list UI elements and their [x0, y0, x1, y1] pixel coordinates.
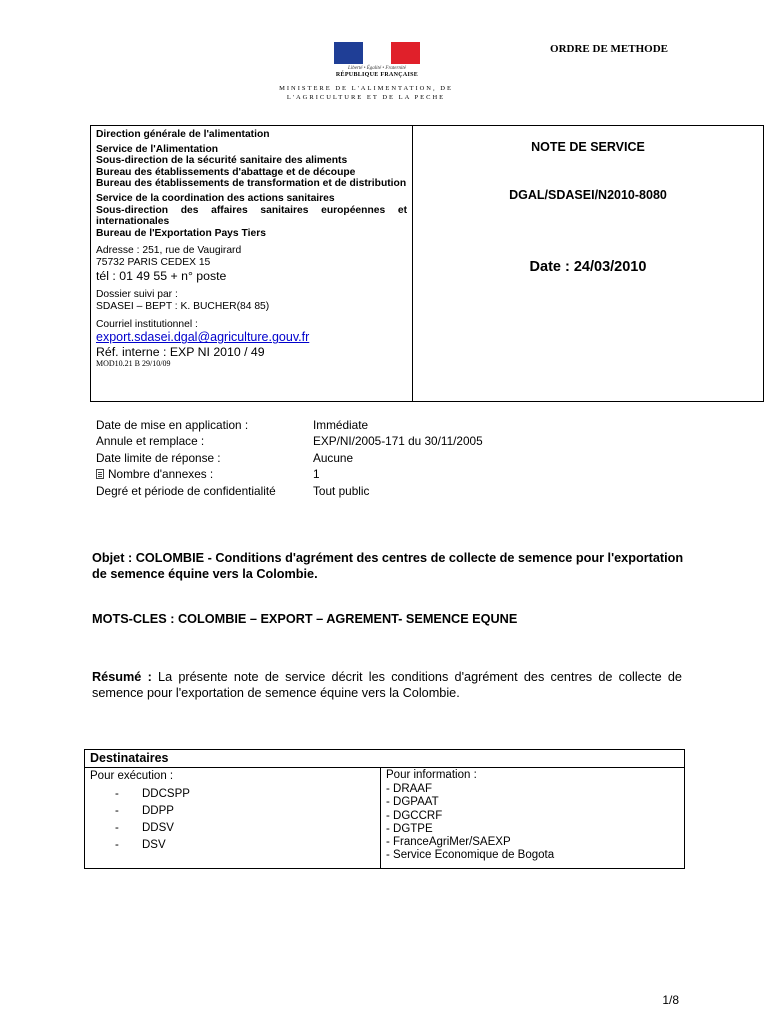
info-row [96, 466, 483, 482]
information-item: - DGPAAT [386, 796, 439, 809]
list-item: - DDSV [115, 820, 375, 837]
mod-reference: MOD10.21 B 29/10/09 [96, 359, 171, 369]
resume [92, 669, 682, 702]
info-label-annexes [96, 466, 313, 482]
info-label: Nombre d'annexes : [108, 467, 214, 482]
information-item: - Service Economique de Bogota [386, 849, 555, 862]
info-row [96, 433, 483, 449]
info-value: Immédiate [313, 418, 369, 432]
bureau-abattage: Bureau des établissements d'abattage et de découpe [96, 166, 356, 178]
courriel-link[interactable]: export.sdasei.dgal@agriculture.gouv.fr [96, 330, 310, 345]
dossier-label: Dossier suivi par : [96, 288, 178, 300]
ministry-line-1: MINISTERE DE L'ALIMENTATION, DE [279, 85, 453, 92]
objet: Objet : COLOMBIE - Conditions d'agrément des centres de collecte de semence pour l'exportation de semence équine vers la Colombie. [92, 551, 684, 581]
bureau-exportation: Bureau de l'Exportation Pays Tiers [96, 227, 266, 239]
telephone: tél : 01 49 55 + n° poste [96, 268, 227, 283]
execution-item: DSV [142, 839, 166, 851]
execution-item: DDPP [142, 805, 174, 817]
sender-block [91, 126, 413, 401]
mots-cles: MOTS-CLES : COLOMBIE – EXPORT – AGREMENT- SEMENCE EQUNE [92, 612, 518, 626]
note-date: Date : 24/03/2010 [529, 259, 647, 275]
address: Adresse : 251, rue de Vaugirard [96, 245, 242, 257]
postal-code: 75732 PARIS CEDEX 15 [96, 257, 211, 269]
resume-text: La présente note de service décrit les conditions d'agrément des centres de collecte de semence pour l'exportation de semence équine vers la Colombie. [92, 670, 682, 701]
ministry-line-2: L'AGRICULTURE ET DE LA PECHE [286, 94, 446, 101]
header-box [90, 125, 764, 402]
info-list [96, 417, 483, 499]
order-method-title: ORDRE DE METHODE [550, 43, 668, 55]
service-alimentation: Service de l'Alimentation [96, 143, 219, 155]
flag-icon [334, 42, 420, 64]
list-item: - DDCSPP [115, 786, 375, 803]
courriel-label: Courriel institutionnel : [96, 318, 198, 330]
information-column [381, 767, 684, 868]
republic-logo [334, 42, 420, 80]
destinataires-title: Destinataires [85, 750, 684, 768]
note-block [413, 126, 763, 401]
execution-label: Pour exécution : [90, 770, 174, 782]
info-row [96, 450, 483, 466]
info-value: 1 [313, 467, 320, 482]
sous-direction-securite: Sous-direction de la sécurité sanitaire des aliments [96, 155, 348, 167]
execution-item: DDCSPP [142, 788, 190, 800]
attachment-icon [96, 469, 104, 479]
information-item: - FranceAgriMer/SAEXP [386, 836, 511, 849]
note-reference: DGAL/SDASEI/N2010-8080 [509, 188, 667, 202]
info-label: Degré et période de confidentialité [96, 483, 276, 498]
republic-name: RÉPUBLIQUE FRANÇAISE [335, 72, 419, 78]
destinataires-table [84, 749, 685, 869]
information-item: - DRAAF [386, 783, 432, 796]
info-label: Date de mise en application : [96, 418, 249, 432]
info-row [96, 417, 483, 433]
motto: Liberté • Égalité • Fraternité [348, 66, 406, 71]
info-row [96, 483, 483, 499]
info-label: Date limite de réponse : [96, 450, 221, 465]
info-value: Tout public [313, 483, 370, 498]
info-value: Aucune [313, 450, 354, 465]
ref-interne: Réf. interne : EXP NI 2010 / 49 [96, 345, 265, 360]
ministry-name [0, 84, 732, 102]
execution-column [85, 767, 381, 868]
information-label: Pour information : [386, 769, 477, 781]
information-item: - DGCCRF [386, 809, 443, 822]
list-item: - DDPP [115, 803, 375, 820]
information-item: - DGTPE [386, 822, 433, 835]
bureau-transformation: Bureau des établissements de transformation et de distribution [96, 178, 407, 190]
page-number: 1/8 [662, 993, 679, 1007]
note-service-title: NOTE DE SERVICE [531, 140, 645, 154]
dossier-value: SDASEI – BEPT : K. BUCHER(84 85) [96, 300, 270, 312]
direction: Direction générale de l'alimentation [96, 129, 270, 140]
execution-item: DDSV [142, 822, 174, 834]
sous-direction-affaires: Sous-direction des affaires sanitaires européennes et internationales [96, 204, 407, 228]
list-item: - DSV [115, 837, 375, 854]
info-label: Annule et remplace : [96, 434, 205, 449]
service-coordination: Service de la coordination des actions sanitaires [96, 192, 335, 204]
resume-label: Résumé : [92, 670, 152, 684]
info-value: EXP/NI/2005-171 du 30/11/2005 [313, 434, 483, 449]
